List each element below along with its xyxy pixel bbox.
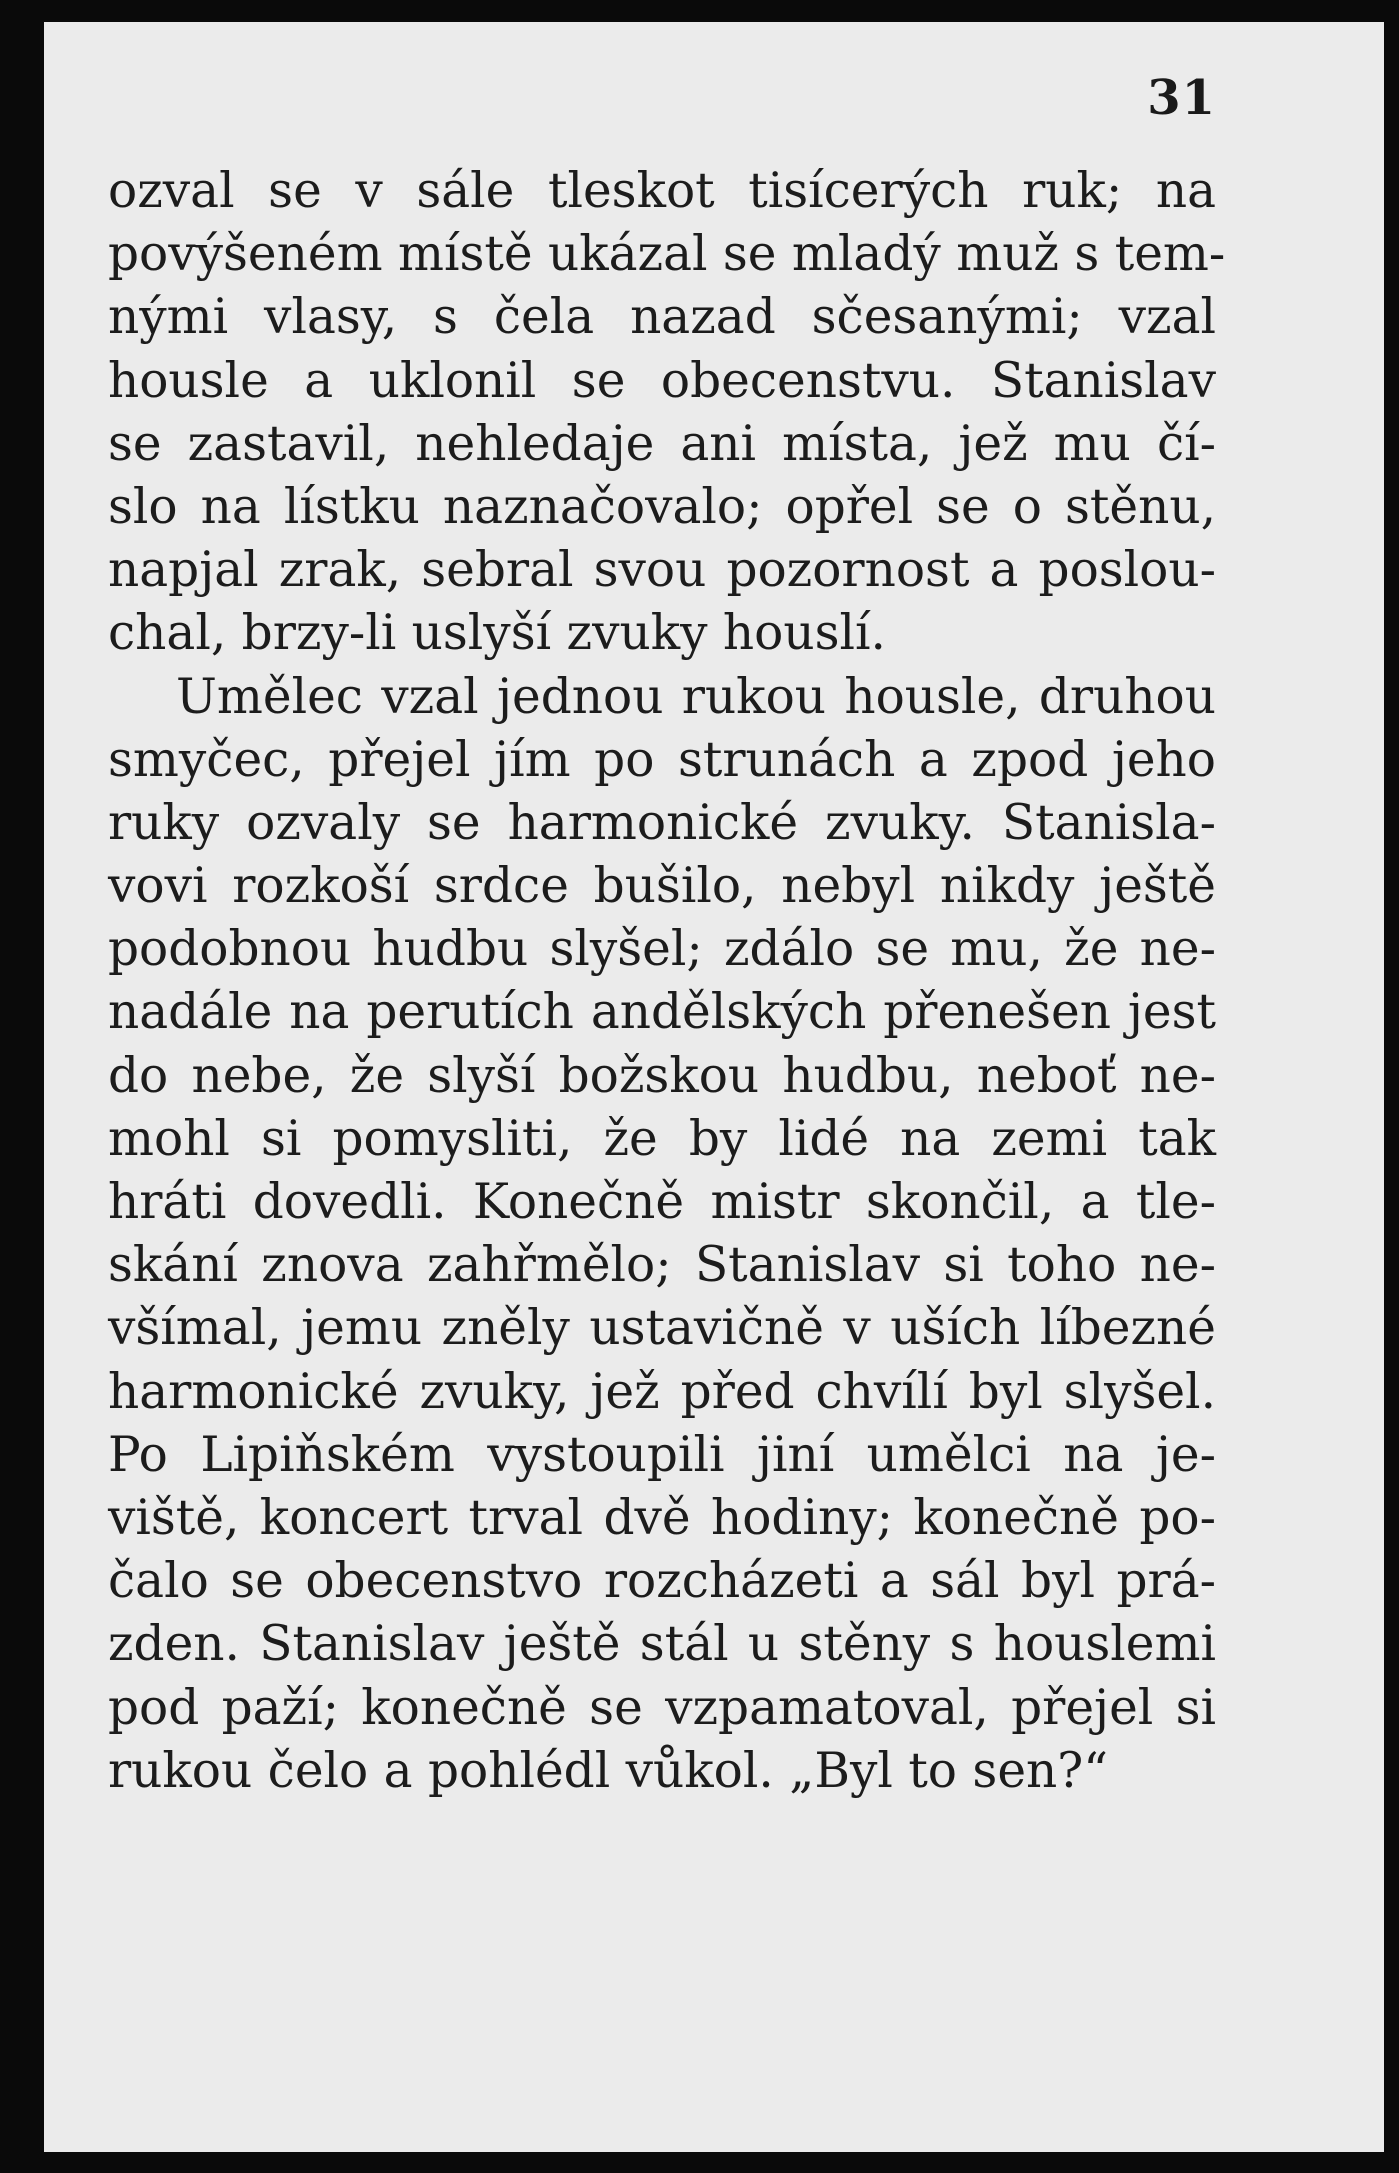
text-line: se zastavil, nehledaje ani místa, jež mu čí- [108, 415, 1216, 472]
text-line: rukou čelo a pohlédl vůkol. „Byl to sen?“ [108, 1742, 1109, 1799]
scan-left-edge [0, 0, 44, 2173]
text-line: viště, koncert trval dvě hodiny; konečně po- [108, 1489, 1216, 1546]
text-line: housle a uklonil se obecenstvu. Stanislav [108, 352, 1216, 409]
text-line: ruky ozvaly se harmonické zvuky. Stanisla- [108, 794, 1216, 851]
text-line: nadále na perutích andělských přenešen jest [108, 984, 1216, 1041]
text-line: pod paží; konečně se vzpamatoval, přejel si [108, 1679, 1216, 1736]
text-line: čalo se obecenstvo rozcházeti a sál byl prá- [108, 1553, 1216, 1610]
text-line: všímal, jemu zněly ustavičně v uších líbezné [108, 1300, 1216, 1357]
text-line: Umělec vzal jednou rukou housle, druhou [176, 668, 1216, 725]
text-line: ozval se v sále tleskot tisícerých ruk; na [108, 163, 1216, 219]
page-number: 31 [1147, 70, 1216, 126]
text-line: do nebe, že slyší božskou hudbu, neboť ne- [108, 1047, 1216, 1104]
text-line: Po Lipiňském vystoupili jiní umělci na je- [108, 1426, 1216, 1483]
text-line: hráti dovedli. Konečně mistr skončil, a tle- [108, 1174, 1216, 1230]
text-line: slo na lístku naznačovalo; opřel se o stěnu, [108, 478, 1216, 535]
text-line: mohl si pomysliti, že by lidé na zemi tak [108, 1110, 1216, 1167]
text-line: nými vlasy, s čela nazad sčesanými; vzal [108, 289, 1216, 346]
text-line: harmonické zvuky, jež před chvílí byl slyšel. [108, 1363, 1216, 1420]
text-line: povýšeném místě ukázal se mladý muž s tem- [108, 226, 1226, 283]
text-line: napjal zrak, sebral svou pozornost a poslou- [108, 542, 1216, 599]
text-line: vovi rozkoší srdce bušilo, nebyl nikdy ještě [108, 858, 1216, 915]
text-line: podobnou hudbu slyšel; zdálo se mu, že ne- [108, 921, 1216, 978]
text-line: zden. Stanislav ještě stál u stěny s houslemi [108, 1616, 1216, 1673]
text-line: smyčec, přejel jím po strunách a zpod jeho [108, 731, 1216, 788]
body-text [108, 160, 1226, 1803]
text-line: skání znova zahřmělo; Stanislav si toho ne- [108, 1237, 1216, 1294]
text-line: chal, brzy-li uslyší zvuky houslí. [108, 605, 886, 662]
